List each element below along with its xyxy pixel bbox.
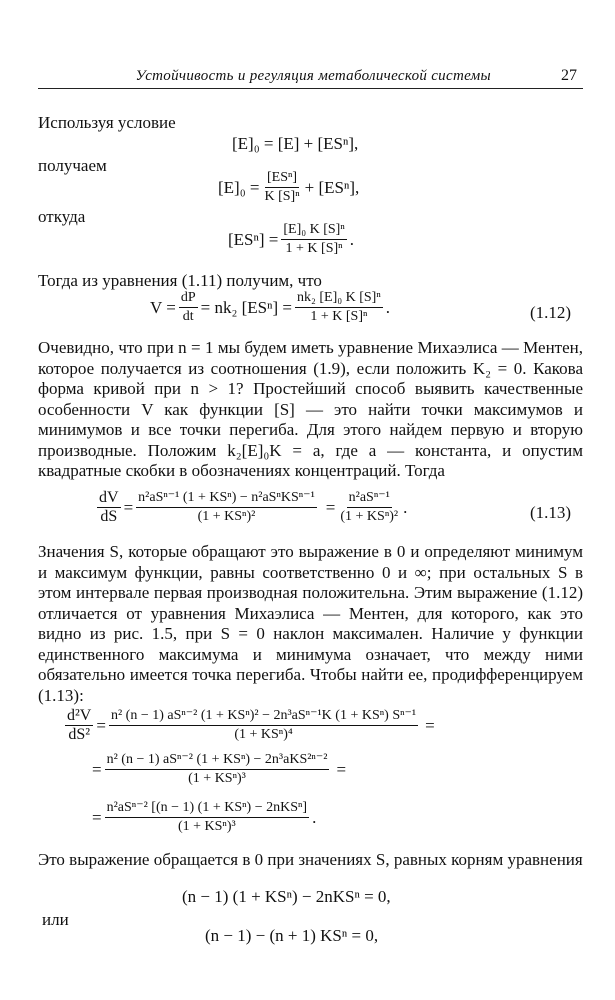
running-title: Устойчивость и регуляция метаболической системы bbox=[135, 68, 491, 84]
paragraph-obtain: получаем bbox=[38, 156, 107, 175]
numerator: n²aSⁿ⁻¹ (1 + KSⁿ) − n²aSⁿKSⁿ⁻¹ bbox=[136, 490, 317, 508]
denominator: 1 + K [S]ⁿ bbox=[310, 309, 368, 324]
equation-text: V = bbox=[150, 297, 176, 317]
paragraph-then: Тогда из уравнения (1.11) получим, что bbox=[38, 271, 322, 290]
equation-text: = bbox=[123, 497, 134, 517]
fraction bbox=[179, 290, 198, 325]
equation-text: = bbox=[96, 715, 106, 735]
equation-esn bbox=[228, 222, 354, 257]
equation-end: . bbox=[312, 807, 317, 827]
denominator: 1 + K [S]ⁿ bbox=[285, 241, 343, 256]
equation-second-derivative-line3 bbox=[92, 800, 316, 835]
paragraph-or: или bbox=[42, 910, 69, 929]
equation-text: = bbox=[425, 715, 435, 735]
denominator: (1 + KSⁿ)³ bbox=[177, 819, 236, 834]
equation-end: . bbox=[349, 229, 354, 249]
equation-second-derivative-line2 bbox=[92, 752, 346, 787]
equation-second-derivative-line1 bbox=[62, 708, 435, 743]
paragraph-whence: откуда bbox=[38, 207, 86, 226]
numerator: n²aSⁿ⁻² [(n − 1) (1 + KSⁿ) − 2nKSⁿ] bbox=[105, 800, 309, 818]
equation-text: = bbox=[92, 759, 102, 779]
equation-end: . bbox=[403, 497, 408, 517]
equation-number: (1.12) bbox=[530, 303, 572, 322]
equation-1-12 bbox=[150, 290, 390, 325]
denominator: (1 + KSⁿ)² bbox=[340, 509, 399, 524]
numerator: [E]₀ K [S]ⁿ bbox=[281, 222, 346, 240]
denominator: (1 + KSⁿ)³ bbox=[188, 771, 246, 786]
numerator: n²aSⁿ⁻¹ bbox=[347, 490, 392, 508]
paragraph-roots: Это выражение обращается в 0 при значениях S, равных корням уравнения bbox=[38, 850, 583, 869]
numerator: [ESⁿ] bbox=[265, 170, 299, 188]
equation-text: = bbox=[92, 807, 102, 827]
equation-rhs: + [ESⁿ], bbox=[304, 177, 360, 197]
page-number: 27 bbox=[561, 67, 577, 84]
fraction bbox=[105, 752, 330, 787]
denominator: dt bbox=[182, 309, 194, 324]
equation-end: . bbox=[385, 297, 391, 317]
denominator: K [S]ⁿ bbox=[264, 189, 300, 204]
numerator: nk₂ [E]₀ K [S]ⁿ bbox=[295, 290, 383, 308]
fraction bbox=[295, 290, 383, 325]
equation-roots: (n − 1) (1 + KSⁿ) − 2nKSⁿ = 0, bbox=[182, 887, 391, 906]
denominator: dS bbox=[100, 508, 118, 525]
numerator: n² (n − 1) aSⁿ⁻² (1 + KSⁿ)² − 2n³aSⁿ⁻¹K (1 + KSⁿ) Sⁿ⁻¹ bbox=[109, 708, 418, 726]
denominator: dS² bbox=[68, 726, 91, 743]
numerator: d²V bbox=[67, 707, 92, 724]
numerator: dV bbox=[99, 489, 119, 506]
fraction bbox=[97, 490, 121, 525]
denominator: (1 + KSⁿ)² bbox=[197, 509, 256, 524]
running-header bbox=[38, 66, 583, 89]
equation-text: = bbox=[325, 497, 336, 517]
equation-text: = bbox=[336, 759, 347, 779]
equation-lhs: [ESⁿ] = bbox=[228, 229, 279, 249]
equation-number: (1.13) bbox=[530, 503, 572, 522]
equation-text: [E]₀ = [E] + [ESⁿ], bbox=[232, 134, 359, 153]
fraction bbox=[262, 170, 301, 205]
equation-conservation bbox=[232, 134, 358, 154]
equation-e0 bbox=[218, 170, 359, 205]
denominator: (1 + KSⁿ)⁴ bbox=[234, 727, 293, 742]
equation-text: = nk₂ [ESⁿ] = bbox=[200, 297, 292, 317]
numerator: dP bbox=[179, 290, 198, 308]
equation-roots-simplified: (n − 1) − (n + 1) KSⁿ = 0, bbox=[205, 926, 379, 945]
fraction bbox=[136, 490, 317, 525]
paragraph-intro: Используя условие bbox=[38, 113, 176, 132]
fraction bbox=[65, 708, 93, 743]
fraction bbox=[338, 490, 400, 525]
fraction bbox=[105, 800, 309, 835]
numerator: n² (n − 1) aSⁿ⁻² (1 + KSⁿ) − 2n³aKS²ⁿ⁻² bbox=[105, 752, 330, 770]
paragraph-extremum: Значения S, которые обращают это выражение в 0 и определяют минимум и максимум функции, равны соответственно 0 и ∞; при остальных S в этом интервале первая производная положительна. Этим выражение (1.12) отличается от уравнения Михаэлиса — Ментен, для которого, как это видно из рис. 1.5, при S = 0 наклон максимален. Наличие у функции единственного максимума и минимума означает, что между ними обязательно имеется точка перегиба. Чтобы найти ее, продифференцируем (1.13): bbox=[38, 542, 583, 705]
fraction bbox=[109, 708, 418, 743]
fraction bbox=[281, 222, 346, 257]
equation-1-13 bbox=[94, 490, 407, 525]
paragraph-michaelis: Очевидно, что при n = 1 мы будем иметь уравнение Михаэлиса — Ментен, которое получается из соотношения (1.9), если положить K₂ = 0. Какова форма кривой при n > 1? Простейший способ выявить качественные особенности V как функции [S] — это найти точки максимумов и минимумов и все точки перегиба. Для этого найдем первую и вторую производные. Положим k₂[E]₀K = a, где a — константа, и опустим квадратные скобки в обозначениях концентраций. Тогда bbox=[38, 338, 583, 480]
equation-lhs: [E]₀ = bbox=[218, 177, 260, 197]
